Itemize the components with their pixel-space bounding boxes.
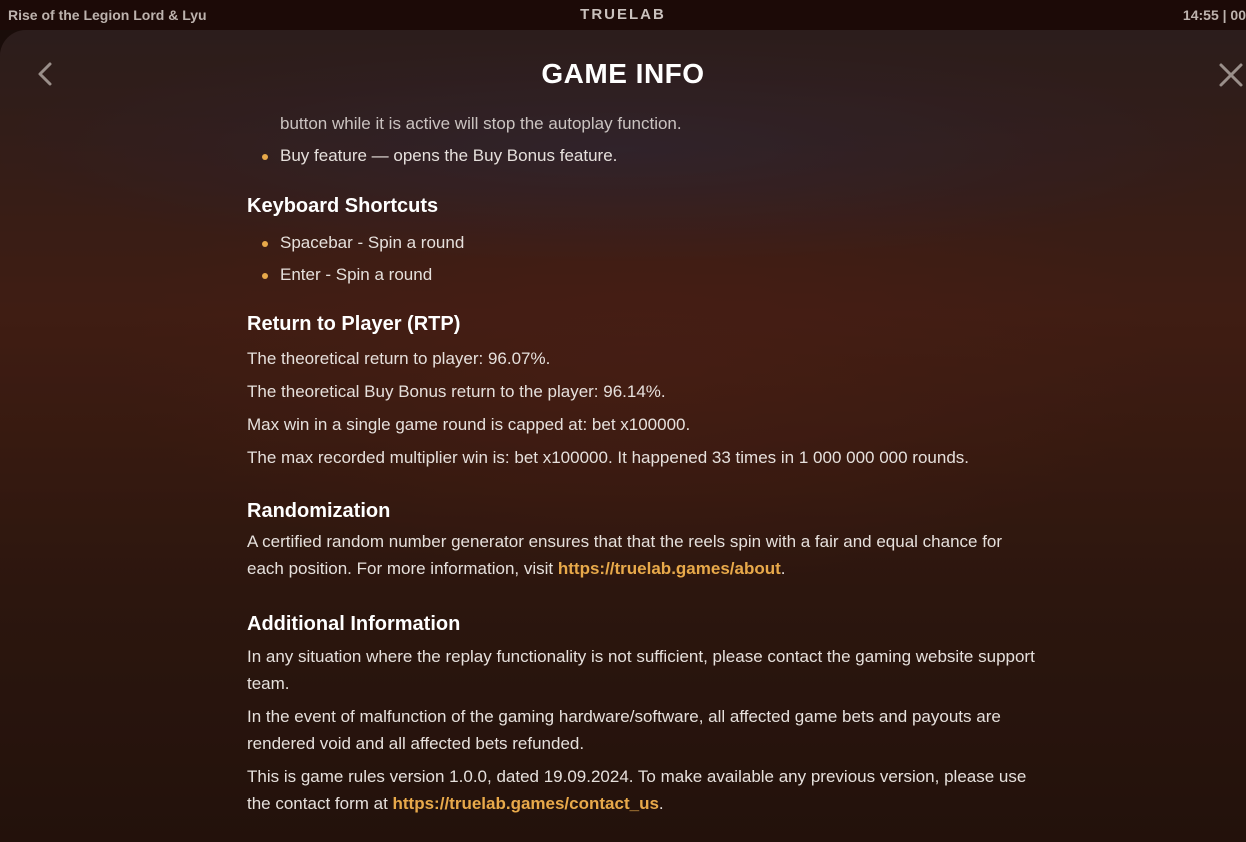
buy-feature-text: Buy feature — opens the Buy Bonus feature. xyxy=(280,146,618,165)
list-item xyxy=(247,259,1037,291)
rules-content xyxy=(247,108,1037,817)
bullet-icon xyxy=(262,241,268,247)
close-icon xyxy=(1216,60,1246,90)
rtp-line: The theoretical Buy Bonus return to the player: 96.14%. xyxy=(247,382,666,401)
page-title: GAME INFO xyxy=(541,58,705,89)
top-bar xyxy=(0,0,1246,30)
additional-text: In any situation where the replay functionality is not sufficient, please contact the gaming website support team. xyxy=(247,647,1035,693)
autoplay-text: button while it is active will stop the autoplay function. xyxy=(280,114,682,133)
list-item xyxy=(247,140,1037,172)
randomization-text xyxy=(247,528,1037,582)
rtp-line: The theoretical return to player: 96.07%. xyxy=(247,349,551,368)
rtp-heading: Return to Player (RTP) xyxy=(247,313,461,335)
version-text: This is game rules version 1.0.0, dated 19.09.2024. To make available any previous version, please use the contact form at xyxy=(247,767,1027,813)
bullet-icon xyxy=(262,154,268,160)
rtp-line: Max win in a single game round is capped at: bet x100000. xyxy=(247,415,691,434)
rtp-line: The max recorded multiplier win is: bet x100000. It happened 33 times in 1 000 000 000 rounds. xyxy=(247,448,969,467)
list-item xyxy=(247,227,1037,259)
additional-text: In the event of malfunction of the gaming hardware/software, all affected game bets and payouts are rendered void and all affected bets refunded. xyxy=(247,707,1001,753)
game-title: Rise of the Legion Lord & Lyu xyxy=(8,7,207,23)
contact-link[interactable]: https://truelab.games/contact_us xyxy=(392,794,659,813)
randomization-body: A certified random number generator ensures that that the reels spin with a fair and equal chance for each position. For more information, visit xyxy=(247,532,1003,578)
additional-heading: Additional Information xyxy=(247,613,461,635)
additional-text xyxy=(247,763,1037,817)
randomization-suffix: . xyxy=(780,559,786,578)
version-suffix: . xyxy=(658,794,664,813)
shortcut-text: Enter - Spin a round xyxy=(280,265,433,284)
shortcut-text: Spacebar - Spin a round xyxy=(280,233,465,252)
bullet-icon xyxy=(262,273,268,279)
truelab-logo: TRUELAB xyxy=(580,6,666,23)
keyboard-heading: Keyboard Shortcuts xyxy=(247,195,439,217)
about-link[interactable]: https://truelab.games/about xyxy=(557,559,781,578)
clock: 14:55 | 00 xyxy=(1182,7,1246,23)
keyboard-list xyxy=(247,227,1037,291)
game-info-panel xyxy=(0,30,1246,842)
close-button[interactable] xyxy=(1216,60,1246,90)
panel-header xyxy=(0,30,1246,120)
randomization-heading: Randomization xyxy=(247,500,391,522)
